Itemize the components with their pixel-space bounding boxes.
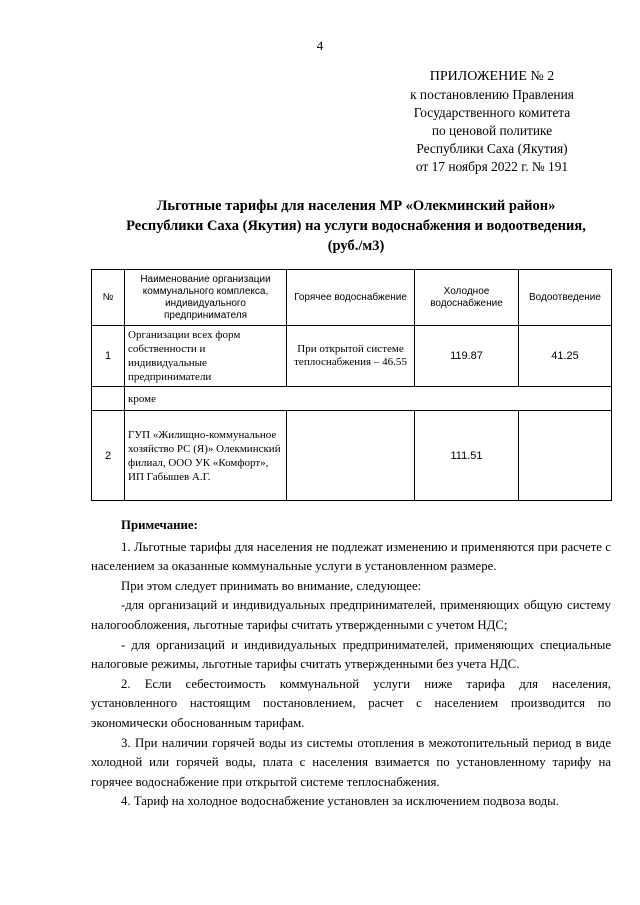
header-cold-water: Холодное водоснабжение: [415, 270, 519, 326]
row-drainage: [519, 411, 612, 501]
note-paragraph: 3. При наличии горячей воды из системы отопления в межотопительный период в виде холодной или горячей воды, плата с населения взимается по установленному тарифу на горячее водоснабжение при открытой системе теплоснабжения.: [91, 735, 611, 789]
note-paragraph: 1. Льготные тарифы для населения не подлежат изменению и применяются при расчете с населением за оказанные коммунальные услуги в установленном размере.: [91, 539, 611, 574]
title-line: Льготные тарифы для населения МР «Олекминский район»: [156, 198, 556, 214]
appendix-line: Республики Саха (Якутия): [416, 141, 568, 156]
row-cold-water: 119.87: [415, 326, 519, 387]
note-paragraph: 4. Тариф на холодное водоснабжение установлен за исключением подвоза воды.: [121, 794, 559, 809]
row-number: 1: [92, 326, 125, 387]
header-number: №: [92, 270, 125, 326]
header-drainage: Водоотведение: [519, 270, 612, 326]
tariffs-table: [91, 269, 612, 501]
row-hot-water: [287, 411, 415, 501]
table-row-except: [92, 387, 612, 411]
appendix-block: [392, 68, 592, 176]
note-paragraph: При этом следует принимать во внимание, следующее:: [121, 578, 422, 593]
note-paragraph: - для организаций и индивидуальных предпринимателей, применяющих специальные налоговые режимы, льготные тарифы считать утвержденными без учета НДС.: [91, 637, 611, 672]
note-paragraph: 2. Если себестоимость коммунальной услуги ниже тарифа для населения, установленного настоящим постановлением, расчет с населением производится по экономически обоснованным тарифам.: [91, 676, 611, 730]
page-number: 4: [316, 38, 324, 53]
appendix-title: ПРИЛОЖЕНИЕ № 2: [429, 69, 555, 84]
note-paragraph: -для организаций и индивидуальных предпринимателей, применяющих общую систему налогообложения, льготные тарифы считать утвержденными с учетом НДС;: [91, 598, 611, 632]
header-hot-water: Горячее водоснабжение: [287, 270, 415, 326]
header-organization: Наименование организации коммунального комплекса, индивидуального предпринимателя: [125, 270, 287, 326]
table-row: [92, 326, 612, 387]
row-number: 2: [92, 411, 125, 501]
row-drainage: 41.25: [519, 326, 612, 387]
except-number-cell: [92, 387, 125, 411]
title-line: Республики Саха (Якутия) на услуги водоснабжения и водоотведения,: [126, 218, 586, 234]
document-title: [96, 196, 616, 256]
title-line: (руб./м3): [327, 238, 385, 254]
appendix-date: от 17 ноября 2022 г. № 191: [415, 159, 569, 174]
notes-heading: Примечание:: [121, 518, 198, 532]
row-cold-water: 111.51: [415, 411, 519, 501]
notes-section: [91, 516, 611, 812]
appendix-line: Государственного комитета: [413, 105, 571, 120]
appendix-line: по ценовой политике: [431, 123, 553, 138]
except-label: кроме: [125, 387, 612, 411]
appendix-line: к постановлению Правления: [410, 87, 574, 102]
row-hot-water: При открытой системе теплоснабжения – 46.55: [287, 326, 415, 387]
table-row: [92, 411, 612, 501]
row-organization: Организации всех форм собственности и индивидуальные предприниматели: [125, 326, 287, 387]
table-header-row: [92, 270, 612, 326]
row-organization: ГУП «Жилищно-коммунальное хозяйство РС (Я)» Олекминский филиал, ООО УК «Комфорт», ИП Габышев А.Г.: [125, 411, 287, 501]
